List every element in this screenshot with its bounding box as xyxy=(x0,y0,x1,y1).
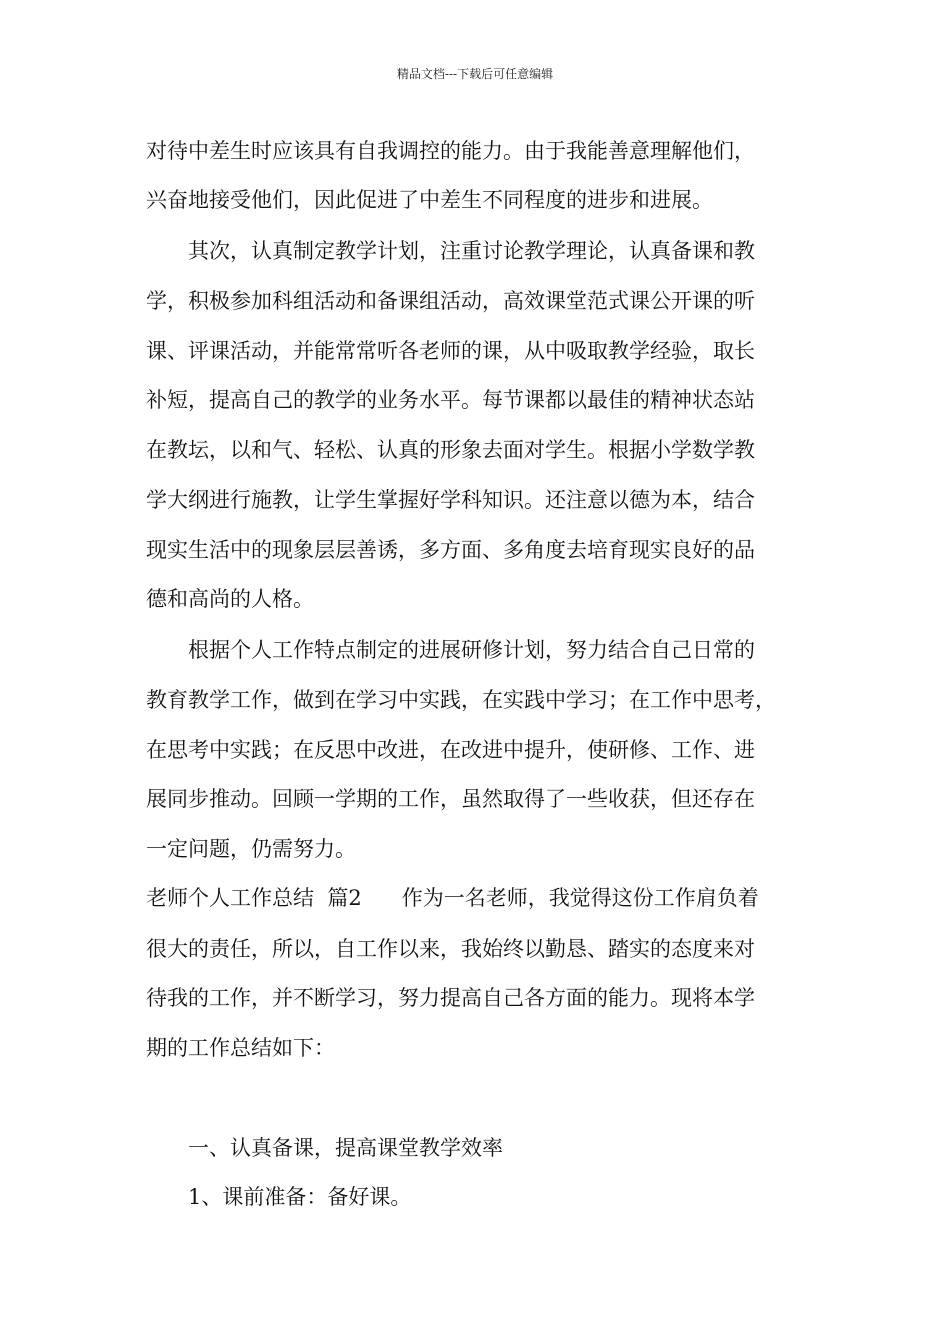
body-line: 学大纲进行施教，让学生掌握好学科知识。还注意以德为本，结合 xyxy=(146,488,755,512)
body-line: 学，积极参加科组活动和备课组活动，高效课堂范式课公开课的听 xyxy=(146,289,755,313)
body-line: 德和高尚的人格。 xyxy=(146,587,314,611)
body-line: 现实生活中的现象层层善诱，多方面、多角度去培育现实良好的品 xyxy=(146,538,755,562)
body-line: 在思考中实践；在反思中改进，在改进中提升，使研修、工作、进 xyxy=(146,738,755,762)
body-line: 待我的工作，并不断学习，努力提高自己各方面的能力。现将本学 xyxy=(146,986,755,1010)
paragraph-start-line: 根据个人工作特点制定的进展研修计划，努力结合自己日常的 xyxy=(188,638,755,662)
body-line: 展同步推动。回顾一学期的工作，虽然取得了一些收获，但还存在 xyxy=(146,787,755,811)
body-line: 很大的责任，所以，自工作以来，我始终以勤恳、踏实的态度来对 xyxy=(146,937,755,961)
body-line: 对待中差生时应该具有自我调控的能力。由于我能善意理解他们， xyxy=(146,139,755,163)
body-line: 兴奋地接受他们，因此促进了中差生不同程度的进步和进展。 xyxy=(146,188,713,212)
section-title-line: 老师个人工作总结 篇2 作为一名老师，我觉得这份工作肩负着 xyxy=(146,886,759,910)
body-line: 一定问题，仍需努力。 xyxy=(146,837,356,861)
body-line: 课、评课活动，并能常常听各老师的课，从中吸取教学经验，取长 xyxy=(146,339,755,363)
body-line: 教育教学工作，做到在学习中实践，在实践中学习；在工作中思考， xyxy=(146,688,776,712)
subheading-line: 1、课前准备：备好课。 xyxy=(188,1185,412,1209)
body-line: 在教坛，以和气、轻松、认真的形象去面对学生。根据小学数学教 xyxy=(146,438,755,462)
body-line: 补短，提高自己的教学的业务水平。每节课都以最佳的精神状态站 xyxy=(146,388,755,412)
body-line: 期的工作总结如下： xyxy=(146,1036,335,1060)
subheading-line: 一、认真备课，提高课堂教学效率 xyxy=(188,1136,503,1160)
page-header: 精品文档---下载后可任意编辑 xyxy=(396,67,554,81)
paragraph-start-line: 其次，认真制定教学计划，注重讨论教学理论，认真备课和教 xyxy=(188,239,755,263)
